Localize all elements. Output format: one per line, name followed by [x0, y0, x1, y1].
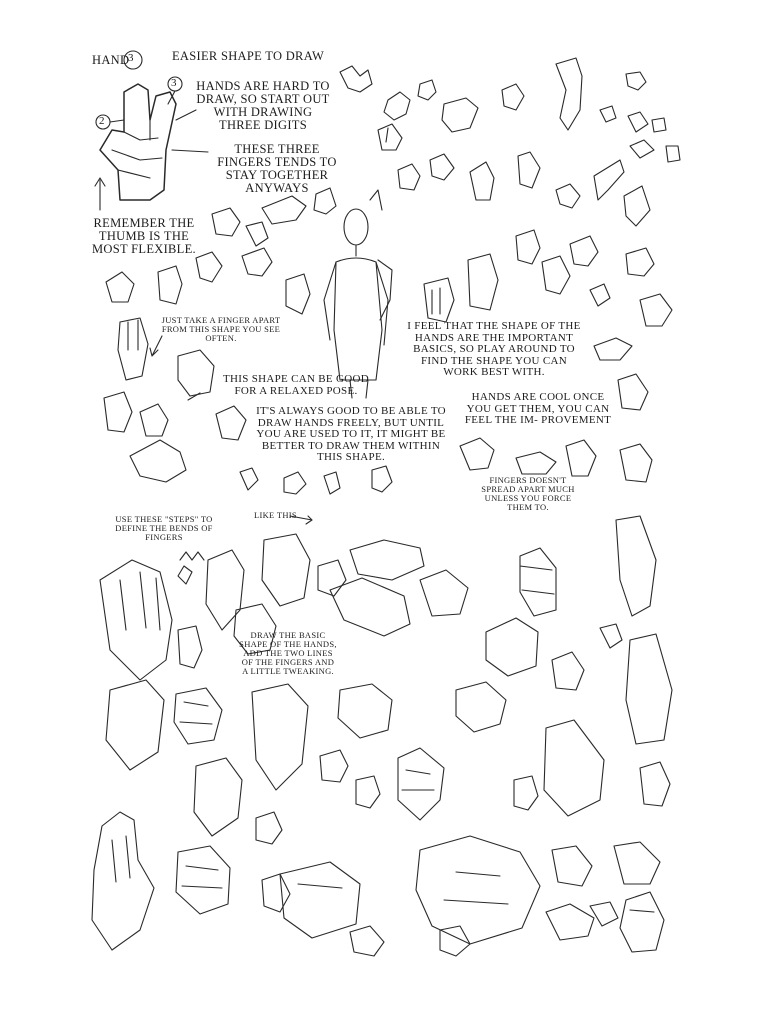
note-relaxed: THIS SHAPE CAN BE GOOD FOR A RELAXED POSE.: [223, 373, 369, 397]
note-steps: USE THESE "STEPS" TO DEFINE THE BENDS OF FINGERS: [115, 514, 213, 542]
page-title: EASIER SHAPE TO DRAW: [172, 49, 325, 63]
hand-number: 3: [128, 52, 134, 64]
figure-drawing: [324, 190, 392, 398]
note-cool: HANDS ARE COOL ONCE YOU GET THEM, YOU CAN FEEL THE IM- PROVEMENT: [464, 391, 612, 427]
note-freely: IT'S ALWAYS GOOD TO BE ABLE TO DRAW HANDS FREELY, BUT UNTIL YOU ARE USED TO IT, IT MIGHT BE BETTER TO DRAW THEM WITHIN THIS SHAPE.: [256, 405, 446, 464]
note-important: I FEEL THAT THE SHAPE OF THE HANDS ARE THE IMPORTANT BASICS, SO PLAY AROUND TO FIND THE SHAPE YOU CAN WORK BEST WITH.: [407, 320, 581, 379]
hand-label: HAND: [92, 53, 130, 67]
marker-two: 2: [99, 115, 105, 127]
note-spread: FINGERS DOESN'T SPREAD APART MUCH UNLESS YOU FORCE THEM TO.: [481, 475, 575, 512]
marker-three: 3: [171, 77, 177, 89]
note-thumb: REMEMBER THE THUMB IS THE MOST FLEXIBLE.: [92, 216, 196, 257]
note-three-fingers: THESE THREE FINGERS TENDS TO STAY TOGETHER ANYWAYS: [217, 142, 337, 196]
steps-zigzag: [180, 552, 204, 560]
note-finger-apart: JUST TAKE A FINGER APART FROM THIS SHAPE YOU SEE OFTEN.: [161, 315, 281, 343]
note-basic-shape: DRAW THE BASIC SHAPE OF THE HANDS, ADD THE TWO LINES OF THE FINGERS AND A LITTLE TWEAKING.: [239, 630, 337, 676]
large-hand-studies: [92, 516, 672, 956]
note-like-this: LIKE THIS: [254, 510, 297, 520]
note-hands-hard: HANDS ARE HARD TO DRAW, SO START OUT WITH DRAWING THREE DIGITS: [196, 79, 330, 133]
